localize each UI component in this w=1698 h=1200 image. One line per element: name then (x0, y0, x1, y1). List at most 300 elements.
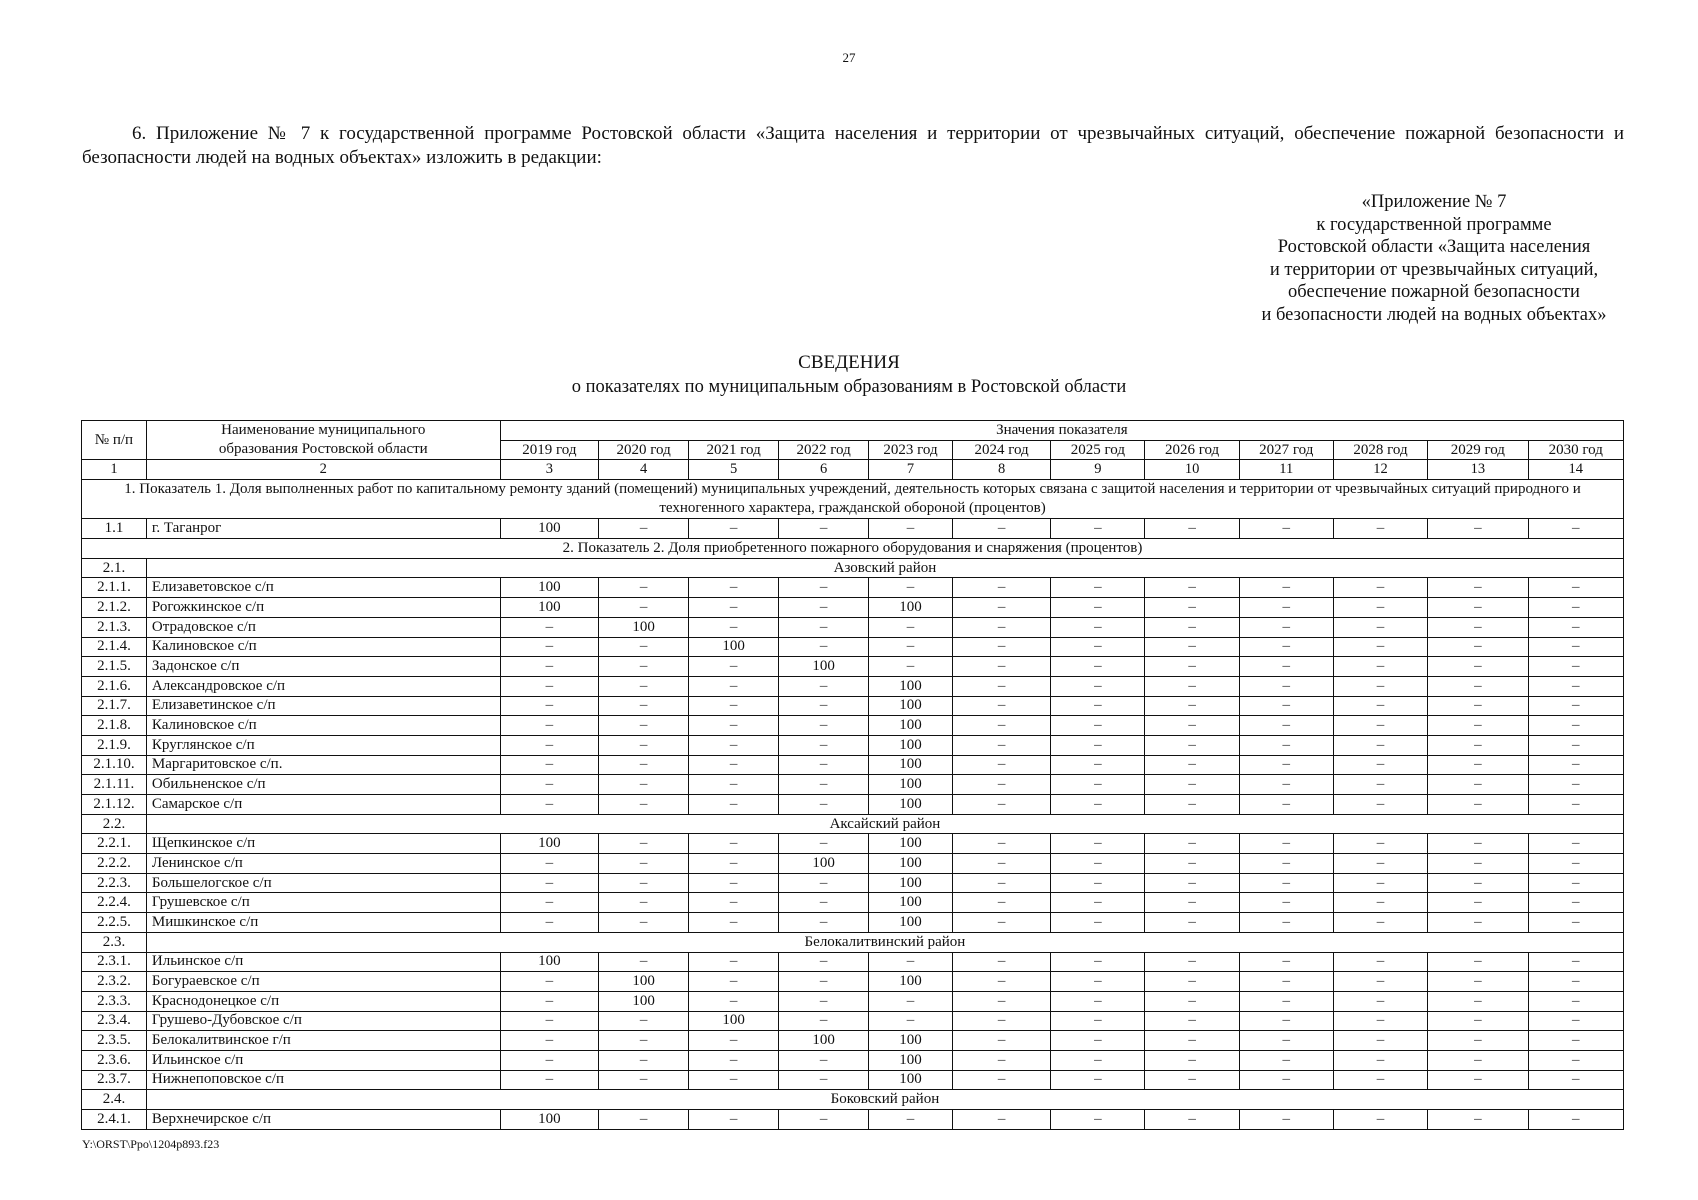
value-cell: 100 (869, 972, 953, 992)
value-cell: – (1333, 578, 1427, 598)
value-cell: – (1051, 716, 1145, 736)
value-cell: – (1145, 578, 1239, 598)
district-name: Аксайский район (146, 814, 1623, 834)
value-cell: – (1239, 657, 1333, 677)
municipality-name: Задонское с/п (146, 657, 500, 677)
section-title: 1. Показатель 1. Доля выполненных работ по капитальному ремонту зданий (помещений) муниципальных учреждений, деятельность которых связана с защитой населения и территории от чрезвычайных ситуаций природного и техногенного характера, гражданской обороной (процентов) (82, 480, 1624, 519)
document-title: СВЕДЕНИЯ (798, 352, 900, 373)
header-year: 2024 год (952, 440, 1050, 460)
value-cell: – (1145, 617, 1239, 637)
municipality-name: Круглянское с/п (146, 735, 500, 755)
indicators-table (81, 420, 1624, 1130)
table-row (82, 676, 1624, 696)
value-cell: – (1333, 1110, 1427, 1130)
value-cell: – (1428, 972, 1528, 992)
value-cell: – (779, 775, 869, 795)
row-number: 2.3.1. (82, 952, 147, 972)
value-cell: – (1528, 854, 1623, 874)
value-cell: 100 (869, 893, 953, 913)
value-cell: – (779, 952, 869, 972)
value-cell: – (1145, 598, 1239, 618)
value-cell: – (1051, 834, 1145, 854)
value-cell: 100 (869, 1031, 953, 1051)
row-number: 2.3.7. (82, 1070, 147, 1090)
row-number: 2.1.1. (82, 578, 147, 598)
value-cell: – (1428, 1031, 1528, 1051)
value-cell: – (1333, 657, 1427, 677)
value-cell: – (952, 598, 1050, 618)
row-number: 2.1.10. (82, 755, 147, 775)
value-cell: – (1428, 617, 1528, 637)
intro-paragraph: 6. Приложение № 7 к государственной программе Ростовской области «Защита населения и территории от чрезвычайных ситуаций, обеспечение пожарной безопасности и безопасности людей на водных объектах» изложить в редакции: (82, 123, 1624, 168)
value-cell: – (689, 696, 779, 716)
value-cell: – (869, 617, 953, 637)
value-cell: – (500, 716, 598, 736)
value-cell: – (689, 854, 779, 874)
table-row (82, 755, 1624, 775)
value-cell: – (1528, 972, 1623, 992)
value-cell: 100 (869, 1070, 953, 1090)
value-cell: – (1239, 716, 1333, 736)
value-cell: – (1239, 991, 1333, 1011)
row-number: 2.1.9. (82, 735, 147, 755)
row-number: 2.3.4. (82, 1011, 147, 1031)
header-year: 2022 год (779, 440, 869, 460)
value-cell: – (500, 696, 598, 716)
value-cell: – (1239, 755, 1333, 775)
value-cell: – (599, 598, 689, 618)
row-number: 2.1.12. (82, 795, 147, 815)
file-path-footer: Y:\ORST\Ppo\1204p893.f23 (82, 1137, 220, 1151)
value-cell: – (1239, 1050, 1333, 1070)
table-row (82, 735, 1624, 755)
district-name: Боковский район (146, 1090, 1623, 1110)
value-cell: – (1528, 893, 1623, 913)
value-cell: – (1333, 952, 1427, 972)
value-cell: – (1145, 1011, 1239, 1031)
value-cell: – (1145, 913, 1239, 933)
value-cell: – (779, 1110, 869, 1130)
row-number: 2.3.3. (82, 991, 147, 1011)
value-cell: – (599, 716, 689, 736)
value-cell: – (1528, 735, 1623, 755)
value-cell: – (1333, 617, 1427, 637)
value-cell: – (599, 519, 689, 539)
value-cell: 100 (869, 676, 953, 696)
value-cell: – (1428, 1070, 1528, 1090)
table-row (82, 893, 1624, 913)
value-cell: 100 (869, 873, 953, 893)
column-numbers-row (82, 460, 1624, 480)
value-cell: – (1333, 519, 1427, 539)
municipality-name: Елизаветинское с/п (146, 696, 500, 716)
table-row (82, 617, 1624, 637)
value-cell: – (1333, 795, 1427, 815)
value-cell: – (689, 519, 779, 539)
row-number: 2.1.8. (82, 716, 147, 736)
appendix-heading (1234, 191, 1634, 326)
value-cell: – (1051, 1110, 1145, 1130)
value-cell: – (1145, 991, 1239, 1011)
value-cell: – (952, 893, 1050, 913)
value-cell: – (689, 1070, 779, 1090)
appendix-line: обеспечение пожарной безопасности (1288, 282, 1580, 302)
value-cell: – (599, 637, 689, 657)
value-cell: – (1239, 696, 1333, 716)
value-cell: – (599, 657, 689, 677)
row-number: 2.4. (82, 1090, 147, 1110)
value-cell: – (1051, 617, 1145, 637)
value-cell: – (779, 1070, 869, 1090)
value-cell: – (869, 991, 953, 1011)
table-row (82, 637, 1624, 657)
value-cell: – (599, 893, 689, 913)
value-cell: – (1428, 913, 1528, 933)
municipality-name: Грушевское с/п (146, 893, 500, 913)
value-cell: – (689, 716, 779, 736)
value-cell: – (599, 735, 689, 755)
value-cell: 100 (869, 716, 953, 736)
value-cell: – (1239, 775, 1333, 795)
value-cell: – (779, 755, 869, 775)
value-cell: – (599, 854, 689, 874)
municipality-name: Обильненское с/п (146, 775, 500, 795)
header-year: 2029 год (1428, 440, 1528, 460)
value-cell: – (500, 755, 598, 775)
header-values: Значения показателя (500, 421, 1623, 441)
value-cell: – (1428, 735, 1528, 755)
value-cell: – (952, 913, 1050, 933)
value-cell: – (689, 1050, 779, 1070)
value-cell: – (1333, 775, 1427, 795)
value-cell: – (779, 676, 869, 696)
value-cell: – (599, 1070, 689, 1090)
value-cell: 100 (779, 657, 869, 677)
column-number: 5 (689, 460, 779, 480)
value-cell: 100 (500, 519, 598, 539)
value-cell: – (952, 1110, 1050, 1130)
value-cell: – (1051, 598, 1145, 618)
value-cell: – (1428, 854, 1528, 874)
municipality-name: Ильинское с/п (146, 952, 500, 972)
value-cell: – (1051, 972, 1145, 992)
section-row (82, 538, 1624, 558)
district-row (82, 814, 1624, 834)
value-cell: – (1528, 795, 1623, 815)
value-cell: – (1528, 873, 1623, 893)
table-row (82, 1031, 1624, 1051)
value-cell: – (500, 972, 598, 992)
value-cell: – (500, 617, 598, 637)
header-year: 2030 год (1528, 440, 1623, 460)
header-year: 2026 год (1145, 440, 1239, 460)
document-subtitle: о показателях по муниципальным образованиям в Ростовской области (571, 377, 1127, 397)
table-row (82, 1110, 1624, 1130)
district-row (82, 932, 1624, 952)
value-cell: 100 (869, 735, 953, 755)
value-cell: – (689, 991, 779, 1011)
value-cell: – (1528, 755, 1623, 775)
value-cell: – (952, 519, 1050, 539)
table-row (82, 519, 1624, 539)
value-cell: 100 (869, 598, 953, 618)
row-number: 2.2. (82, 814, 147, 834)
value-cell: – (1239, 676, 1333, 696)
value-cell: – (1051, 1011, 1145, 1031)
value-cell: – (1333, 735, 1427, 755)
value-cell: – (1145, 676, 1239, 696)
value-cell: – (779, 1050, 869, 1070)
value-cell: – (689, 578, 779, 598)
value-cell: – (1051, 854, 1145, 874)
value-cell: – (689, 735, 779, 755)
value-cell: – (952, 1050, 1050, 1070)
value-cell: – (689, 617, 779, 637)
value-cell: – (952, 1011, 1050, 1031)
value-cell: 100 (869, 834, 953, 854)
value-cell: – (500, 1070, 598, 1090)
value-cell: 100 (869, 1050, 953, 1070)
value-cell: – (1333, 873, 1427, 893)
value-cell: – (779, 893, 869, 913)
row-number: 2.3.5. (82, 1031, 147, 1051)
row-number: 2.1.4. (82, 637, 147, 657)
value-cell: – (1428, 578, 1528, 598)
header-year: 2019 год (500, 440, 598, 460)
value-cell: – (599, 873, 689, 893)
value-cell: – (1528, 519, 1623, 539)
municipality-name: Большелогское с/п (146, 873, 500, 893)
value-cell: – (869, 657, 953, 677)
table-row (82, 854, 1624, 874)
row-number: 2.1.11. (82, 775, 147, 795)
value-cell: – (952, 952, 1050, 972)
value-cell: – (1051, 1031, 1145, 1051)
value-cell: – (689, 755, 779, 775)
value-cell: – (1333, 598, 1427, 618)
value-cell: – (1239, 1031, 1333, 1051)
value-cell: – (1145, 657, 1239, 677)
table-row (82, 834, 1624, 854)
value-cell: – (1333, 972, 1427, 992)
municipality-name: Ленинское с/п (146, 854, 500, 874)
value-cell: – (1145, 775, 1239, 795)
value-cell: – (1333, 913, 1427, 933)
header-year: 2020 год (599, 440, 689, 460)
value-cell: – (779, 637, 869, 657)
row-number: 2.1.7. (82, 696, 147, 716)
row-number: 2.1.5. (82, 657, 147, 677)
appendix-line: и безопасности людей на водных объектах» (1261, 304, 1607, 325)
value-cell: – (1145, 795, 1239, 815)
value-cell: – (1333, 1070, 1427, 1090)
value-cell: – (1051, 893, 1145, 913)
value-cell: – (1428, 893, 1528, 913)
municipality-name: Мишкинское с/п (146, 913, 500, 933)
value-cell: – (1428, 1011, 1528, 1031)
value-cell: – (1528, 991, 1623, 1011)
value-cell: – (869, 519, 953, 539)
value-cell: – (1528, 952, 1623, 972)
value-cell: – (689, 657, 779, 677)
value-cell: – (1428, 519, 1528, 539)
row-number: 2.4.1. (82, 1110, 147, 1130)
value-cell: – (779, 617, 869, 637)
value-cell: – (1428, 676, 1528, 696)
value-cell: – (869, 578, 953, 598)
value-cell: 100 (500, 1110, 598, 1130)
value-cell: – (1528, 578, 1623, 598)
value-cell: – (1239, 519, 1333, 539)
value-cell: – (1428, 775, 1528, 795)
header-municipality-line: Наименование муниципального (221, 422, 426, 439)
value-cell: – (689, 598, 779, 618)
value-cell: – (779, 1011, 869, 1031)
municipality-name: Рогожкинское с/п (146, 598, 500, 618)
municipality-name: Калиновское с/п (146, 716, 500, 736)
value-cell: – (1333, 1031, 1427, 1051)
value-cell: – (1145, 854, 1239, 874)
table-row (82, 991, 1624, 1011)
value-cell: – (1528, 1070, 1623, 1090)
value-cell: – (1051, 755, 1145, 775)
municipality-name: г. Таганрог (146, 519, 500, 539)
row-number: 1.1 (82, 519, 147, 539)
value-cell: – (1239, 1011, 1333, 1031)
page-number: 27 (842, 50, 856, 65)
municipality-name: Самарское с/п (146, 795, 500, 815)
appendix-line: «Приложение № 7 (1361, 192, 1507, 212)
value-cell: – (599, 834, 689, 854)
value-cell: – (1528, 1050, 1623, 1070)
value-cell: – (1051, 578, 1145, 598)
value-cell: 100 (869, 775, 953, 795)
value-cell: – (1145, 1050, 1239, 1070)
value-cell: – (1239, 637, 1333, 657)
municipality-name: Нижнепоповское с/п (146, 1070, 500, 1090)
value-cell: – (779, 913, 869, 933)
value-cell: – (1239, 952, 1333, 972)
value-cell: – (1239, 735, 1333, 755)
value-cell: – (689, 972, 779, 992)
value-cell: – (1239, 972, 1333, 992)
municipality-name: Елизаветовское с/п (146, 578, 500, 598)
value-cell: – (1239, 598, 1333, 618)
value-cell: – (952, 795, 1050, 815)
value-cell: – (1239, 873, 1333, 893)
value-cell: – (952, 972, 1050, 992)
value-cell: – (869, 1011, 953, 1031)
value-cell: – (1528, 1110, 1623, 1130)
value-cell: – (1428, 637, 1528, 657)
value-cell: – (1239, 578, 1333, 598)
value-cell: – (1051, 795, 1145, 815)
header-municipality (146, 421, 500, 460)
value-cell: – (599, 578, 689, 598)
value-cell: – (952, 1070, 1050, 1090)
appendix-line: и территории от чрезвычайных ситуаций, (1269, 259, 1599, 280)
table-row (82, 775, 1624, 795)
value-cell: – (869, 1110, 953, 1130)
row-number: 2.3.2. (82, 972, 147, 992)
value-cell: 100 (689, 1011, 779, 1031)
municipality-name: Верхнечирское с/п (146, 1110, 500, 1130)
column-number: 8 (952, 460, 1050, 480)
value-cell: – (500, 991, 598, 1011)
municipality-name: Калиновское с/п (146, 637, 500, 657)
value-cell: – (952, 1031, 1050, 1051)
column-number: 3 (500, 460, 598, 480)
section-title: 2. Показатель 2. Доля приобретенного пожарного оборудования и снаряжения (процентов) (82, 538, 1624, 558)
value-cell: – (1051, 696, 1145, 716)
value-cell: – (500, 1031, 598, 1051)
column-number: 4 (599, 460, 689, 480)
value-cell: – (500, 913, 598, 933)
value-cell: – (1428, 834, 1528, 854)
value-cell: 100 (500, 578, 598, 598)
value-cell: – (1239, 834, 1333, 854)
value-cell: – (599, 1031, 689, 1051)
value-cell: – (689, 1031, 779, 1051)
value-cell: – (1528, 696, 1623, 716)
value-cell: – (952, 735, 1050, 755)
value-cell: – (1528, 617, 1623, 637)
value-cell: 100 (869, 696, 953, 716)
value-cell: – (689, 893, 779, 913)
value-cell: 100 (779, 854, 869, 874)
value-cell: – (952, 657, 1050, 677)
value-cell: – (599, 1110, 689, 1130)
table-row (82, 1050, 1624, 1070)
value-cell: – (1333, 676, 1427, 696)
table-row (82, 1011, 1624, 1031)
value-cell: – (1051, 676, 1145, 696)
municipality-name: Щепкинское с/п (146, 834, 500, 854)
column-number: 2 (146, 460, 500, 480)
row-number: 2.1. (82, 558, 147, 578)
value-cell: – (1051, 775, 1145, 795)
value-cell: – (1051, 913, 1145, 933)
row-number: 2.2.1. (82, 834, 147, 854)
municipality-name: Грушево-Дубовское с/п (146, 1011, 500, 1031)
value-cell: – (1051, 991, 1145, 1011)
column-number: 13 (1428, 460, 1528, 480)
column-number: 7 (869, 460, 953, 480)
value-cell: – (1333, 755, 1427, 775)
value-cell: – (952, 637, 1050, 657)
value-cell: – (1145, 952, 1239, 972)
header-year: 2028 год (1333, 440, 1427, 460)
value-cell: 100 (500, 598, 598, 618)
value-cell: – (1145, 1070, 1239, 1090)
value-cell: – (1333, 1050, 1427, 1070)
value-cell: – (1528, 637, 1623, 657)
value-cell: – (500, 1011, 598, 1031)
value-cell: – (1428, 598, 1528, 618)
value-cell: – (1239, 1070, 1333, 1090)
value-cell: – (1051, 637, 1145, 657)
column-number: 10 (1145, 460, 1239, 480)
value-cell: – (599, 913, 689, 933)
value-cell: – (1145, 893, 1239, 913)
value-cell: – (599, 1050, 689, 1070)
row-number: 2.2.2. (82, 854, 147, 874)
value-cell: – (1528, 775, 1623, 795)
value-cell: – (689, 952, 779, 972)
header-year: 2023 год (869, 440, 953, 460)
municipality-name: Богураевское с/п (146, 972, 500, 992)
value-cell: – (500, 775, 598, 795)
